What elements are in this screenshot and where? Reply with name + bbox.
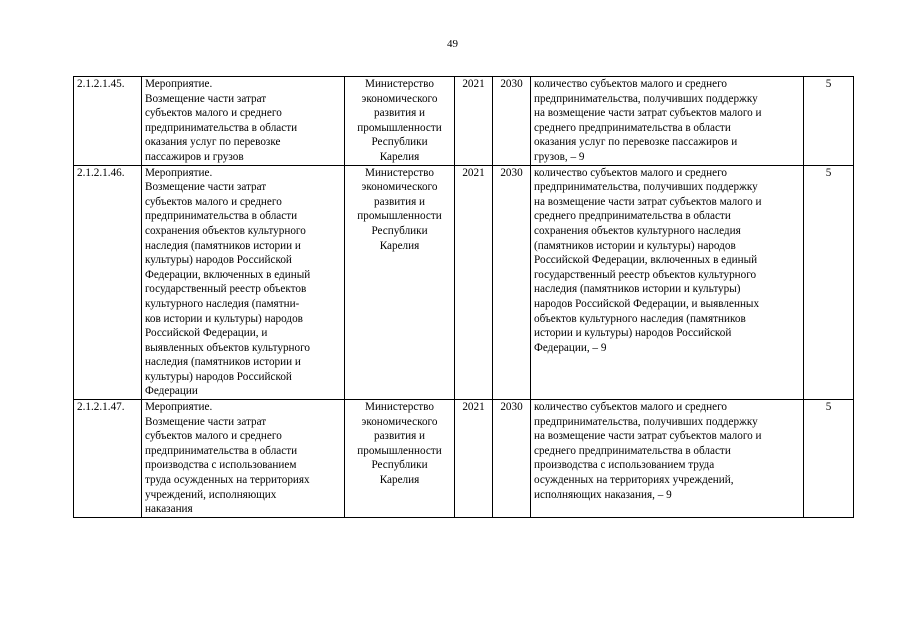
event-text: Мероприятие. Возмещение части затрат субъектов малого и среднего предпринимательства в области сохранения объектов культурного наследия (памятников истории и культуры) народов Российской Федерации, включенных в единый государственный реестр объектов культурного наследия (памятни- ков истории и культуры) народов Российской Федерации, и выявленных объектов культурного наследия (памятников истории и культуры) народов Российской Федерации [145,166,311,398]
table-row [74,165,854,400]
organization-text: Министерство экономического развития и промышленности Республики Карелия [357,401,442,487]
value-cell [804,77,854,166]
indicator-text: количество субъектов малого и среднего предпринимательства, получивших поддержку на возмещение части затрат субъектов малого и среднего предпринимательства в области производства с использованием труда осужденных на территориях учреждений, исполняющих наказания, – 9 [534,401,762,501]
end-year: 2030 [500,401,523,414]
value-text: 5 [825,401,832,414]
end-year-cell [493,400,531,518]
value-cell [804,400,854,518]
page-number: 49 [447,38,458,50]
start-year: 2021 [462,401,485,414]
organization-cell [345,400,455,518]
table-row [74,400,854,518]
indicator-text: количество субъектов малого и среднего предпринимательства, получивших поддержку на возмещение части затрат субъектов малого и среднего предпринимательства в области оказания услуг по перевозке пассажиров и грузов, – 9 [534,78,762,163]
start-year: 2021 [462,166,485,179]
end-year-cell [493,165,531,400]
indicator-cell [531,77,804,166]
value-cell [804,165,854,400]
indicator-cell [531,165,804,400]
organization-cell [345,165,455,400]
start-year-cell [455,400,493,518]
event-text: Мероприятие. Возмещение части затрат субъектов малого и среднего предпринимательства в области производства с использованием труда осужденных на территориях учреждений, исполняющих наказания [145,401,310,516]
event-cell [142,165,345,400]
end-year-cell [493,77,531,166]
row-number-cell [74,400,142,518]
value-text: 5 [825,78,832,90]
end-year: 2030 [500,78,523,90]
table-row [74,77,854,166]
event-text: Мероприятие. Возмещение части затрат субъектов малого и среднего предпринимательства в области оказания услуг по перевозке пассажиров и грузов [145,78,298,163]
indicator-cell [531,400,804,518]
row-number: 2.1.2.1.47. [77,401,125,414]
start-year-cell [455,77,493,166]
row-number: 2.1.2.1.46. [77,166,125,179]
event-cell [142,400,345,518]
organization-text: Министерство экономического развития и промышленности Республики Карелия [357,166,442,252]
event-cell [142,77,345,166]
start-year-cell [455,165,493,400]
program-table [73,76,854,518]
end-year: 2030 [500,166,523,179]
value-text: 5 [825,166,832,179]
indicator-text: количество субъектов малого и среднего предпринимательства, получивших поддержку на возмещение части затрат субъектов малого и среднего предпринимательства в области сохранения объектов культурного наследия (памятников истории и культуры) народов Российской Федерации, включенных в единый государственный реестр объектов культурного наследия (памятников истории и культуры) народов Российской Федерации, и выявленных объектов культурного наследия (памятников истории и культуры) народов Российской Федерации, – 9 [534,166,762,354]
start-year: 2021 [462,78,485,90]
row-number-cell [74,77,142,166]
organization-text: Министерство экономического развития и промышленности Республики Карелия [357,78,442,163]
organization-cell [345,77,455,166]
row-number-cell [74,165,142,400]
row-number: 2.1.2.1.45. [77,78,125,90]
